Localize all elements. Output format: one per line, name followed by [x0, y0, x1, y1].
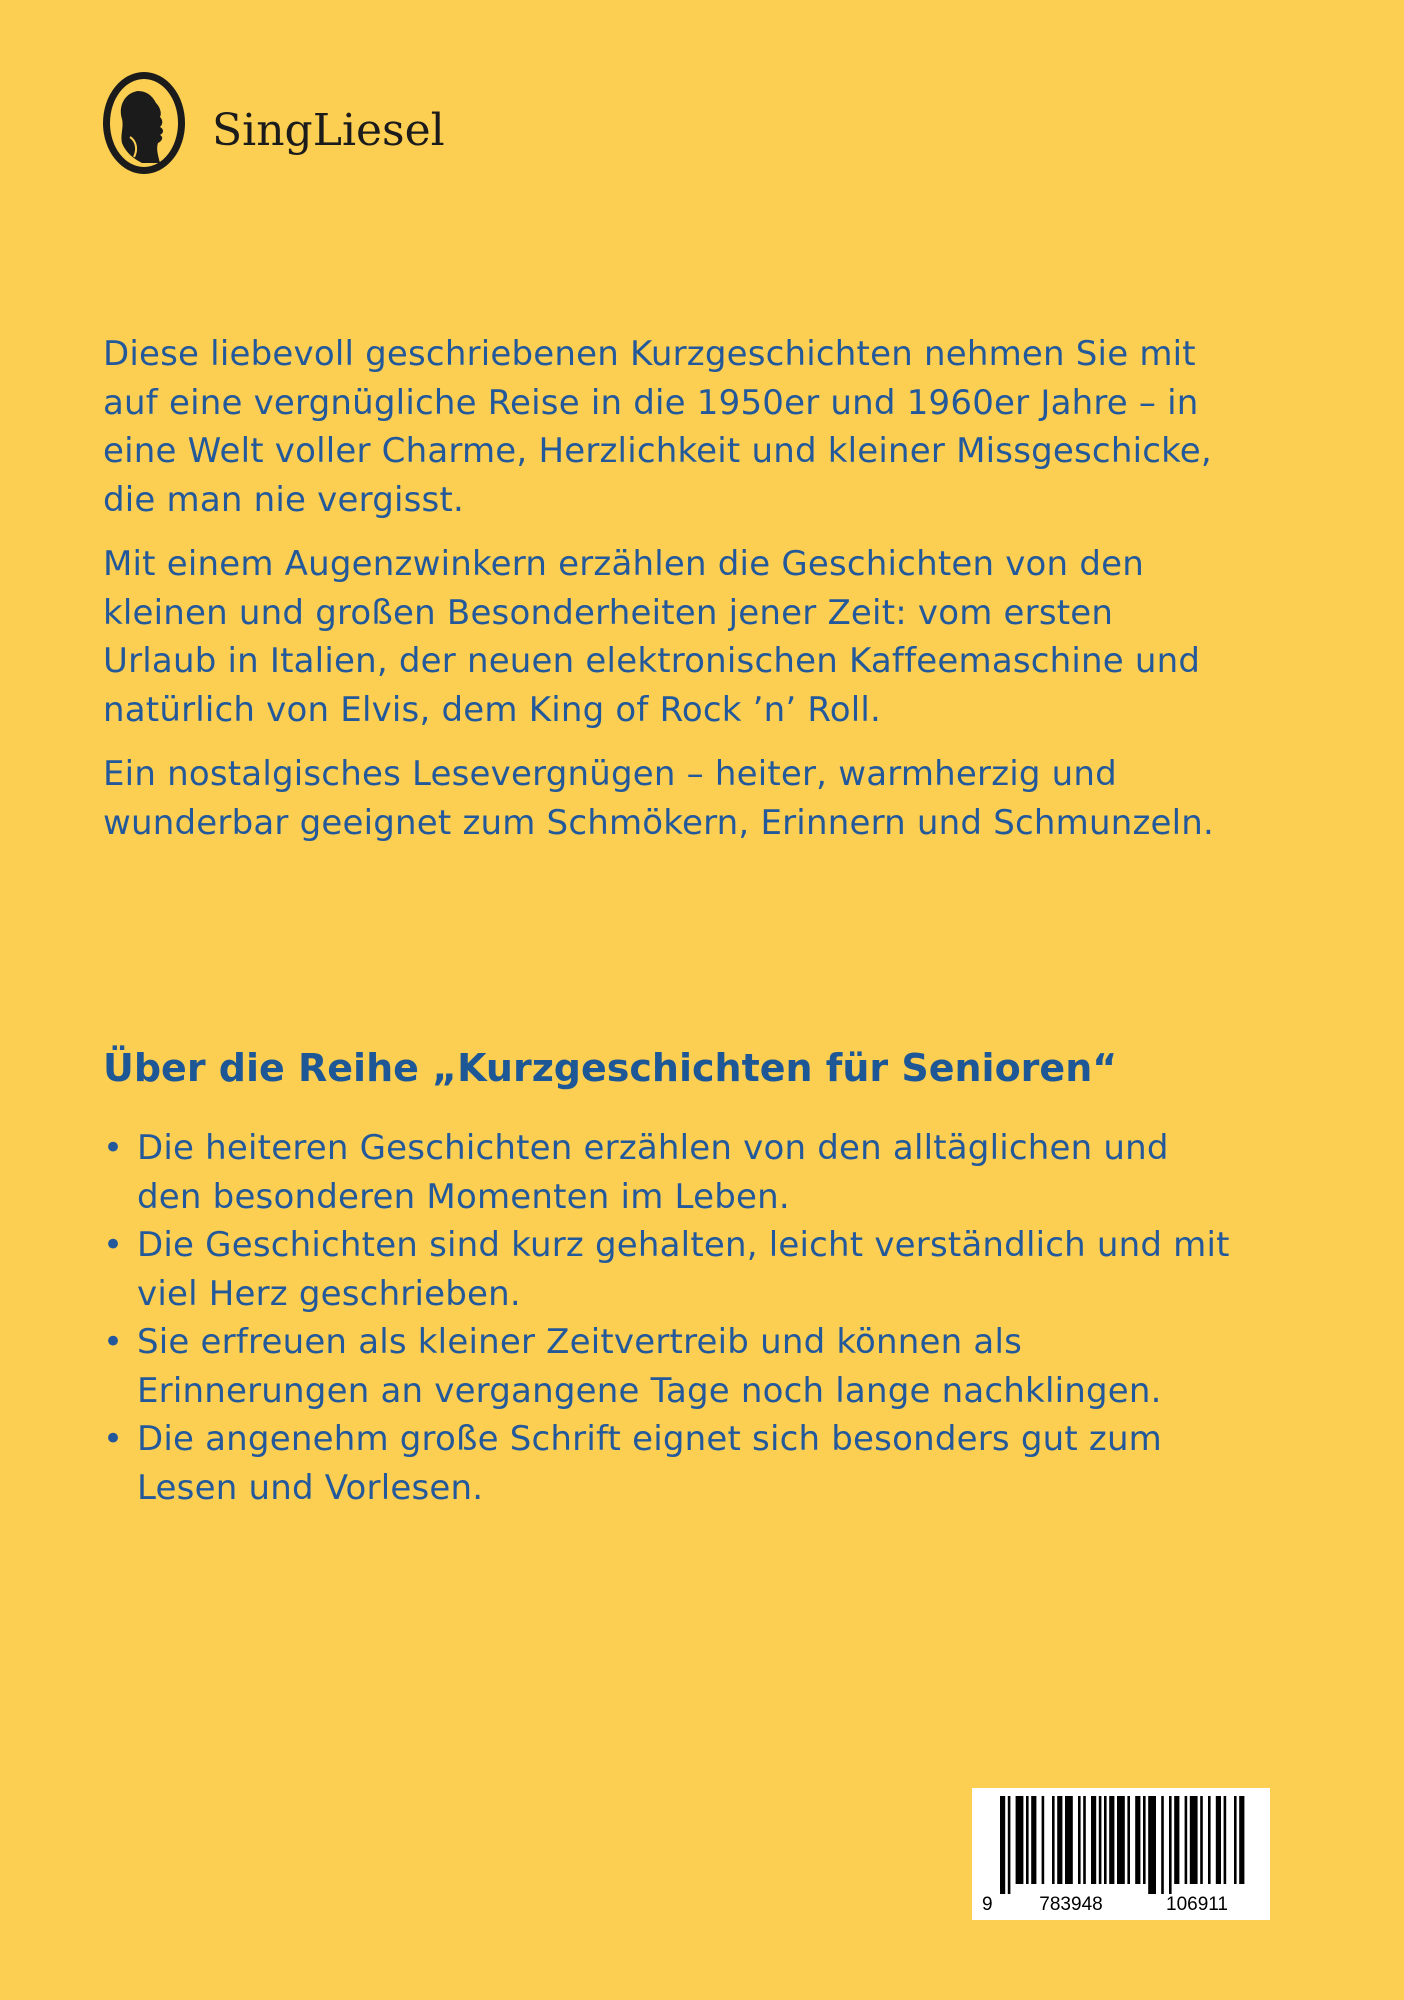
barcode-bar: [1208, 1796, 1211, 1884]
intro-paragraph-1: Diese liebevoll geschriebenen Kurzgeschichten nehmen Sie mit auf eine vergnügliche Reise in die 1950er und 1960er Jahre – in eine Welt voller Charme, Herzlichkeit und kleiner Missgeschicke, die man nie vergisst.: [103, 334, 1212, 520]
barcode-digits-right: 106911: [1166, 1894, 1228, 1915]
list-item-text: Die Geschichten sind kurz gehalten, leicht verständlich und mit viel Herz geschrieben.: [137, 1225, 1230, 1314]
barcode-bar: [1109, 1796, 1114, 1884]
brand-logo: [102, 70, 445, 176]
intro-paragraph-3: Ein nostalgisches Lesevergnügen – heiter, warmherzig und wunderbar geeignet zum Schmökern, Erinnern und Schmunzeln.: [103, 754, 1215, 843]
barcode-bar: [1016, 1796, 1024, 1884]
bullet-icon: •: [103, 1128, 124, 1168]
barcode-bar: [1224, 1796, 1227, 1884]
bullet-icon: •: [103, 1419, 124, 1459]
barcode-bar: [1008, 1796, 1011, 1894]
barcode-bar: [1127, 1796, 1130, 1884]
list-item: [103, 1415, 1233, 1512]
barcode-bar: [1065, 1796, 1073, 1884]
barcode-bar: [1031, 1796, 1036, 1884]
series-title: Über die Reihe „Kurzgeschichten für Senioren“: [103, 1046, 1118, 1090]
barcode-bar: [1117, 1796, 1125, 1884]
barcode-bar: [1052, 1796, 1055, 1884]
barcode-bar: [1057, 1796, 1062, 1884]
isbn-barcode: [972, 1788, 1270, 1920]
barcode-bar: [1000, 1796, 1005, 1894]
barcode-bar: [1216, 1796, 1221, 1884]
bullet-icon: •: [103, 1225, 124, 1265]
barcode-bar: [1161, 1796, 1164, 1894]
intro-paragraph-2: Mit einem Augenzwinkern erzählen die Geschichten von den kleinen und großen Besonderheiten jener Zeit: vom ersten Urlaub in Italien, der neuen elektronischen Kaffeemaschine und natürlich von Elvis, dem King of Rock ’n’ Roll.: [103, 544, 1201, 730]
barcode-bar: [1169, 1796, 1172, 1894]
intro-text: [103, 330, 1223, 863]
series-section: [103, 1040, 1233, 1512]
barcode-bar: [1174, 1796, 1179, 1884]
barcode-bar: [1234, 1796, 1237, 1884]
barcode-bar: [1091, 1796, 1096, 1884]
list-item: [103, 1124, 1233, 1221]
barcode-bar: [1190, 1796, 1198, 1884]
barcode-bar: [1185, 1796, 1188, 1884]
barcode-bars: [986, 1796, 1256, 1894]
list-item-text: Die heiteren Geschichten erzählen von den alltäglichen und den besonderen Momenten im Leben.: [137, 1128, 1169, 1217]
bullet-icon: •: [103, 1322, 124, 1362]
barcode-bar: [1135, 1796, 1140, 1884]
barcode-bar: [1078, 1796, 1081, 1884]
series-list: [103, 1124, 1233, 1512]
barcode-bar: [1200, 1796, 1203, 1884]
list-item-text: Sie erfreuen als kleiner Zeitvertreib und können als Erinnerungen an vergangene Tage noch lange nachklingen.: [137, 1322, 1162, 1411]
list-item: [103, 1221, 1233, 1318]
barcode-digit-lead: 9: [982, 1894, 993, 1915]
silhouette-cameo-icon: [102, 71, 186, 175]
list-item: [103, 1318, 1233, 1415]
barcode-bar: [1143, 1796, 1146, 1884]
barcode-bar: [1148, 1796, 1156, 1894]
barcode-bar: [1099, 1796, 1102, 1884]
barcode-bar: [1042, 1796, 1045, 1884]
brand-name: SingLiesel: [212, 104, 445, 156]
barcode-bar: [1026, 1796, 1029, 1884]
list-item-text: Die angenehm große Schrift eignet sich besonders gut zum Lesen und Vorlesen.: [137, 1419, 1163, 1508]
barcode-digits: [982, 1894, 1262, 1916]
barcode-digits-left: 783948: [1039, 1894, 1103, 1915]
barcode-bar: [1083, 1796, 1086, 1884]
barcode-bar: [1239, 1796, 1244, 1884]
barcode-bar: [1104, 1796, 1107, 1884]
